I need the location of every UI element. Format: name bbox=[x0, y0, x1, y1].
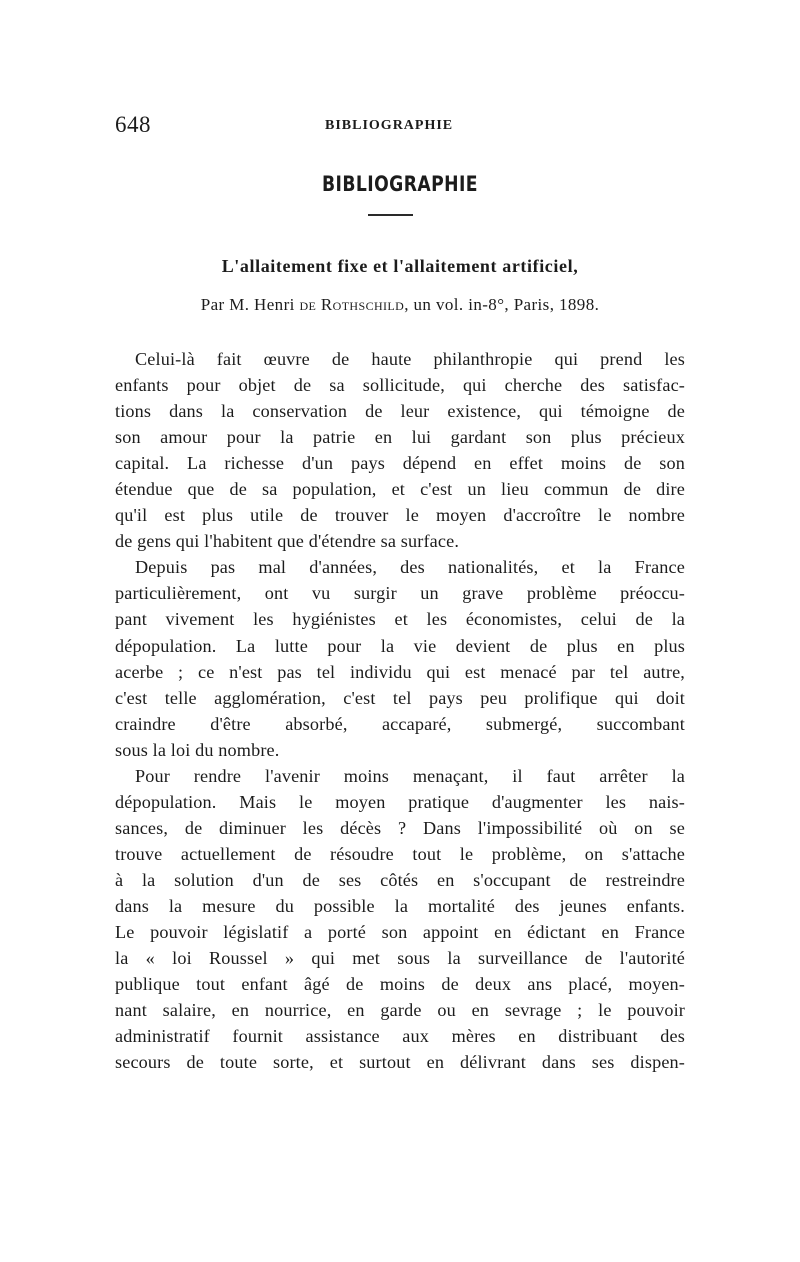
text-line: tions dans la conservation de leur existence, qui témoigne de bbox=[115, 401, 685, 422]
book-meta-suffix: , un vol. in-8°, Paris, 1898. bbox=[404, 295, 600, 314]
text-line: c'est telle agglomération, c'est tel pays peu prolifique qui doit bbox=[115, 687, 685, 708]
text-line: Pour rendre l'avenir moins menaçant, il faut arrêter la bbox=[135, 765, 685, 786]
text-line: acerbe ; ce n'est pas tel individu qui est menacé par tel autre, bbox=[115, 661, 685, 682]
text-line: à la solution d'un de ses côtés en s'occupant de restreindre bbox=[115, 869, 685, 890]
text-line: sances, de diminuer les décès ? Dans l'impossibilité où on se bbox=[115, 817, 685, 838]
book-meta-prefix: Par M. Henri bbox=[200, 295, 295, 314]
section-title: BIBLIOGRAPHIE bbox=[322, 172, 478, 196]
text-line: la « loi Roussel » qui met sous la surveillance de l'autorité bbox=[115, 948, 685, 969]
book-meta bbox=[0, 295, 800, 315]
text-line: sous la loi du nombre. bbox=[115, 739, 280, 760]
text-line: trouve actuellement de résoudre tout le problème, on s'attache bbox=[115, 843, 685, 864]
text-line: dépopulation. La lutte pour la vie devient de plus en plus bbox=[115, 635, 685, 656]
text-line: particulièrement, ont vu surgir un grave problème préoccu- bbox=[115, 583, 685, 604]
running-title: BIBLIOGRAPHIE bbox=[325, 118, 454, 133]
page-number: 648 bbox=[115, 112, 151, 137]
running-head bbox=[115, 112, 685, 140]
author-surname: Rothschild bbox=[320, 295, 405, 314]
text-line: publique tout enfant âgé de moins de deux ans placé, moyen- bbox=[115, 974, 685, 995]
text-line: enfants pour objet de sa sollicitude, qui cherche des satisfac- bbox=[115, 375, 685, 396]
text-line: dans la mesure du possible la mortalité des jeunes enfants. bbox=[115, 895, 685, 916]
text-line: Depuis pas mal d'années, des nationalités, et la France bbox=[135, 557, 685, 578]
text-line: secours de toute sorte, et surtout en délivrant dans ses dispen- bbox=[115, 1052, 685, 1073]
text-line: pant vivement les hygiénistes et les économistes, celui de la bbox=[115, 609, 685, 630]
text-line: Celui-là fait œuvre de haute philanthropie qui prend les bbox=[135, 349, 685, 369]
text-line: administratif fournit assistance aux mères en distribuant des bbox=[115, 1026, 685, 1047]
text-line: étendue que de sa population, et c'est un lieu commun de dire bbox=[115, 479, 685, 500]
author-particle: de bbox=[299, 295, 317, 314]
text-line: Le pouvoir législatif a porté son appoint en édictant en France bbox=[115, 922, 685, 943]
title-rule bbox=[368, 214, 413, 216]
text-line: capital. La richesse d'un pays dépend en effet moins de son bbox=[115, 453, 685, 474]
text-line: son amour pour la patrie en lui gardant son plus précieux bbox=[115, 427, 685, 448]
text-line: qu'il est plus utile de trouver le moyen d'accroître le nombre bbox=[115, 505, 685, 526]
book-title: L'allaitement fixe et l'allaitement artificiel, bbox=[221, 256, 579, 276]
text-line: craindre d'être absorbé, accaparé, submergé, succombant bbox=[115, 713, 685, 734]
review-body bbox=[115, 346, 685, 1075]
text-line: de gens qui l'habitent que d'étendre sa surface. bbox=[115, 531, 460, 552]
text-line: dépopulation. Mais le moyen pratique d'augmenter les nais- bbox=[115, 791, 685, 812]
text-line: nant salaire, en nourrice, en garde ou en sevrage ; le pouvoir bbox=[115, 1000, 685, 1021]
